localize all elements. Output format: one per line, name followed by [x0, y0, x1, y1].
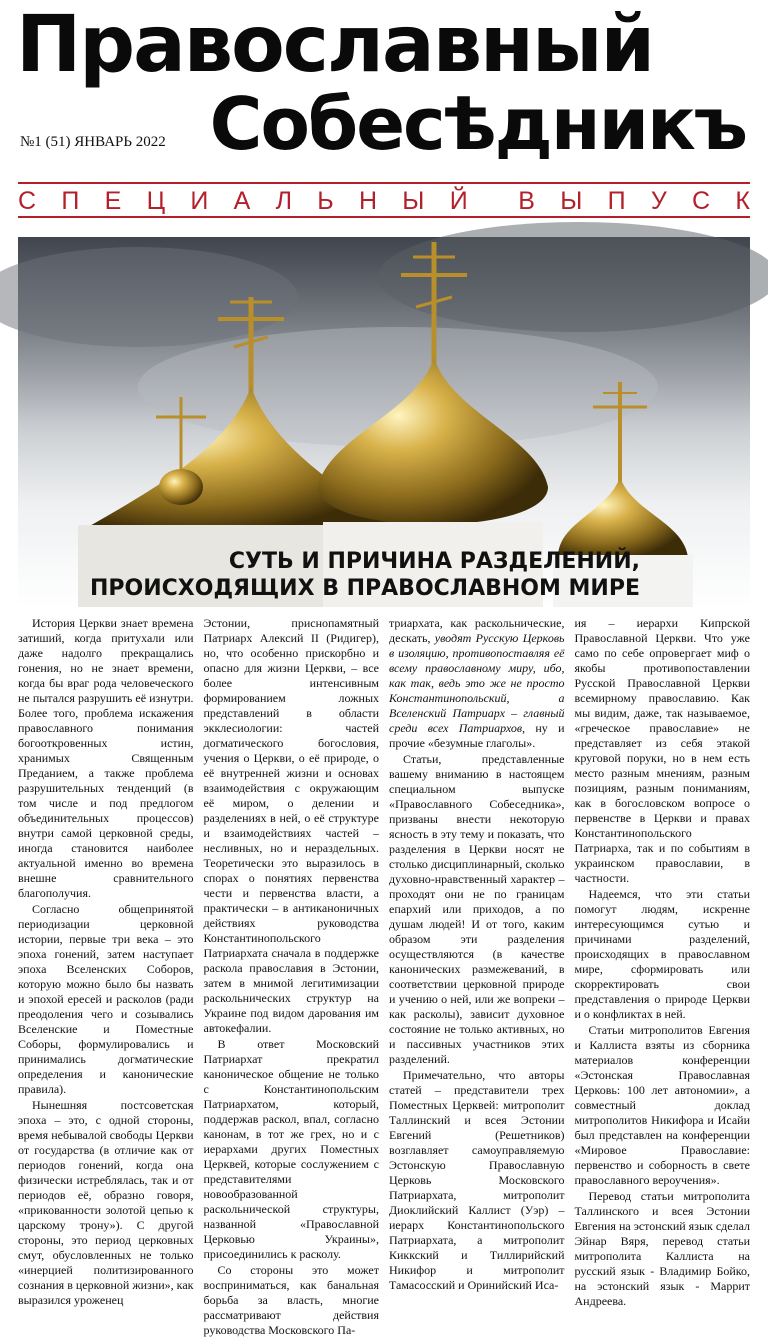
paragraph: Нынешняя постсоветская эпоха – это, с одной стороны, время небывалой свободы Церкви от государства (в отличие как от периодов гонений, когда она физически истреблялась, так и от периодов её, образно говоря, «прикованности золотой цепью к царскому трону»). С другой стороны, это период церковных смут, обусловленных не только «инерцией политизированного сознания в церковной жизни», как выразился уроженец — [18, 1098, 194, 1307]
article-column-4 — [574, 616, 751, 1308]
paragraph: В ответ Московский Патриархат прекратил каноническое общение не только с Константинопольским Патриархатом, который, поддержав раскол, впал, согласно канонам, в тот же грех, но и с иерархами других Поместных Церквей, которые сослужением с представителями новообразованной раскольнической структуры, названной «Православной Церковью Украины», присоединились к расколу. — [203, 1037, 379, 1261]
paragraph-italic: уводят Русскую Церковь в изоляцию, противопоставляя её всему православному миру, ибо, как так, ведь это же не просто Константинопольский, а Вселенский Патриарх – главный среди всех Патриархов — [389, 631, 565, 735]
special-issue-letter: Й — [449, 186, 468, 215]
special-issue-letter: В — [518, 186, 535, 215]
special-issue-letter: А — [233, 186, 251, 215]
paragraph-text: триархата, как раскольнические, дескать, — [389, 616, 565, 645]
special-issue-letter: С — [18, 186, 37, 215]
paragraph: Перевод статьи митрополита Таллинского и всея Эстонии Евгения на эстонский язык сделал Эйнар Вяря, перевод статьи митрополита Каллиста на русский язык - Владимир Бойко, на эстонский язык - Маррит Андреева. — [574, 1189, 750, 1308]
special-issue-letter: Л — [275, 186, 292, 215]
special-issue-letter: П — [61, 186, 80, 215]
special-issue-letter: Ы — [560, 186, 583, 215]
issue-number: №1 (51) ЯНВАРЬ 2022 — [20, 134, 166, 150]
special-issue-letter: Ы — [402, 186, 425, 215]
special-issue-letter: Ь — [317, 186, 334, 215]
special-issue-letter: К — [735, 186, 750, 215]
special-issue-letter: Н — [358, 186, 377, 215]
special-issue-letter: И — [190, 186, 209, 215]
special-issue-letter: С — [692, 186, 711, 215]
paragraph: Статьи митрополитов Евгения и Каллиста взяты из сборника материалов конференции «Эстонская Православная Церковь: 100 лет автономии», а совместный доклад митрополитов Никифора и Исайи был представлен на конференции «Мировое Православие: первенство и соборность в свете православного вероучения». — [574, 1023, 750, 1187]
masthead — [0, 0, 768, 180]
special-issue-letter: У — [650, 186, 667, 215]
headline-line1: СУТЬ И ПРИЧИНА РАЗДЕЛЕНИЙ, — [228, 549, 640, 574]
paragraph: Со стороны это может восприниматься, как банальная борьба за власть, многие рассматривают действия руководства Московского Па- — [203, 1263, 379, 1337]
article-column-2 — [203, 616, 380, 1337]
paragraph: Надеемся, что эти статьи помогут людям, искренне интересующимся сутью и причинами разделений, происходящих в православном мире, сформировать или скорректировать свои представления о природе Церкви и о конфликтах в ней. — [574, 887, 750, 1021]
special-issue-letter: Е — [104, 186, 122, 215]
newspaper-title-line2: Собесѣдникъ — [209, 82, 746, 166]
paragraph: Статьи, представленные вашему вниманию в настоящем специальном выпуске «Православного Собеседника», призваны внести некоторую ясность в эту тему и показать, что разделения в Церкви носят не столько дисциплинарный, сколько духовно-нравственный характер – проходят они не по границам епархий или приходов, а по душам людей! И от того, каким образом эти разделения осуществляются (в качестве канонических размежеваний, в соответствии церковной природе и учению о ней, или же вопреки – как расколы), зависит духовное состояние не только активных, но и пассивных участников этих разделений. — [389, 752, 565, 1066]
paragraph: Эстонии, приснопамятный Патриарх Алексий II (Ридигер), но, что особенно прискорбно и опасно для жизни Церкви, – все более интенсивным формированием ложных представлений в области экклесиологии: частей догматического богословия, учения о Церкви, о её природе, о её внутренней жизни и основах взаимодействия с окружающим её миром, о делении и разделениях в ней, о её структуре и взаимодействиях частей – несливных, но и нераздельных. Теоретически это выразилось в спорах о понятиях первенства чести и первенства власти, а практически – в антиканоничных действиях руководства Константинопольского Патриархата сначала в поддержке раскола православия в Эстонии, затем в мнимой легитимизации раскольнических структур на Украине под видом дарования им автокефалии. — [203, 616, 379, 1035]
paragraph: Согласно общепринятой периодизации церковной истории, первые три века – это эпоха гонений, затем наступает эпоха Вселенских Соборов, которую можно было бы назвать и эпохой ересей и расколов (ради преодоления чего и созывались Вселенские и Поместные Соборы, формулировались и принимались догматические определения и канонические правила). — [18, 902, 194, 1096]
article-column-1 — [18, 616, 194, 1307]
special-issue-letter: П — [607, 186, 626, 215]
article-headline — [18, 548, 750, 602]
special-issue-banner — [18, 186, 750, 216]
newspaper-title-line1: Православный — [16, 0, 654, 90]
paragraph: История Церкви знает времена затиший, когда притухали или даже надолго прекращались гонения, но не знает времени, когда бы враг рода человеческого не пытался разрушить её изнутри. Более того, проблема искажения православного понимания богооткровенных истин, хранимых Священным Преданием, а также проблема разрушительных тенденций (в том числе и под предлогом объединительных процессов) внутри самой церковной среды, иногда становится наиболее актуальной именно во времена внешне сравнительного благополучия. — [18, 616, 194, 900]
headline-line2: ПРОИСХОДЯЩИХ В ПРАВОСЛАВНОМ МИРЕ — [90, 576, 640, 601]
article-body — [18, 616, 750, 1337]
paragraph — [389, 616, 565, 751]
paragraph: ия – иерархи Кипрской Православной Церкви. Что уже само по себе опровергает миф о якобы противопоставлении Русской Православной Церкви всемирному православию. Как мы видим, даже, так называемое, «греческое православие» не представляет из себя этакой круговой поруки, но в нем есть место разным мнениям, разным позициям, разным пониманиям, как в богословском вопросе о первенстве в Церкви и правах Константинопольского Патриарха, так и по событиям в украинском православии, в частности. — [574, 616, 750, 885]
article-column-3 — [389, 616, 565, 1292]
paragraph: Примечательно, что авторы статей – представители трех Поместных Церквей: митрополит Таллинский и всея Эстонии Евгений (Решетников) возглавляет самоуправляемую Эстонскую Православную Церковь Московского Патриархата, митрополит Диоклийский Каллист (Уэр) – иерарх Константинопольского Патриархата, а митрополит Киккский и Тиллирийский Никифор и митрополит Тамасосский и Оринийский Иса- — [389, 1068, 565, 1292]
paragraph-text: , ну и прочие «безумные глаголы». — [389, 721, 565, 750]
special-issue-letter: Ц — [146, 186, 166, 215]
red-rule-bottom — [18, 216, 750, 218]
red-rule-top — [18, 182, 750, 184]
